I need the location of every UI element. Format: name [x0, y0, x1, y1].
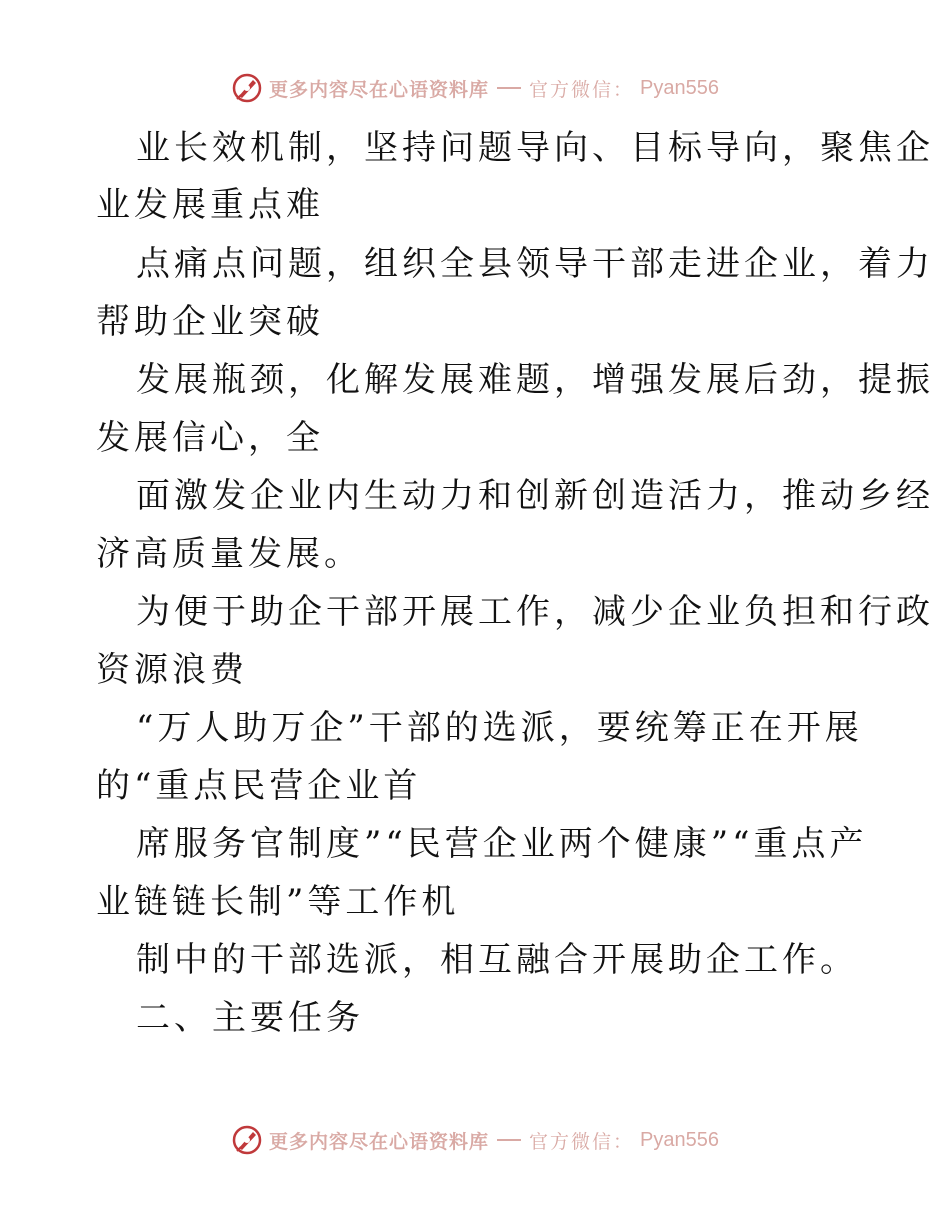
body-line: 业发展重点难 — [96, 185, 324, 225]
body-line: 发展瓶颈，化解发展难题，增强发展后劲，提振 — [136, 360, 934, 400]
body-line: 席服务官制度”“民营企业两个健康”“重点产 — [136, 824, 868, 864]
watermark-wechat-id: Pyan556 — [640, 1128, 719, 1151]
watermark-brand-text: 更多内容尽在心语资料库 — [269, 1130, 490, 1153]
section-heading: 二、主要任务 — [136, 998, 364, 1038]
body-line: 制中的干部选派，相互融合开展助企工作。 — [136, 940, 858, 980]
body-line: 帮助企业突破 — [96, 302, 324, 342]
body-line: 济高质量发展。 — [96, 534, 362, 574]
body-line: 业长效机制，坚持问题导向、目标导向，聚焦企 — [136, 128, 934, 168]
body-line: 面激发企业内生动力和创新创造活力，推动乡经 — [136, 476, 934, 516]
watermark-separator — [497, 87, 521, 89]
footer-watermark — [0, 1124, 950, 1156]
watermark-official-label: 官方微信： — [529, 1130, 635, 1153]
watermark-separator — [497, 1139, 521, 1141]
header-watermark — [0, 72, 950, 104]
watermark-official-label: 官方微信： — [529, 78, 635, 101]
body-line: “万人助万企”干部的选派，要统筹正在开展 — [136, 708, 863, 748]
body-line: 点痛点问题，组织全县领导干部走进企业，着力 — [136, 244, 934, 284]
body-line: 业链链长制”等工作机 — [96, 882, 460, 922]
quill-pen-logo-icon — [231, 72, 263, 104]
body-line: 发展信心，全 — [96, 418, 324, 458]
watermark-brand-text: 更多内容尽在心语资料库 — [269, 78, 490, 101]
watermark-wechat-id: Pyan556 — [640, 76, 719, 99]
body-line: 为便于助企干部开展工作，减少企业负担和行政 — [136, 592, 934, 632]
quill-pen-logo-icon — [231, 1124, 263, 1156]
body-line: 资源浪费 — [96, 650, 248, 690]
body-line: 的“重点民营企业首 — [96, 766, 422, 806]
